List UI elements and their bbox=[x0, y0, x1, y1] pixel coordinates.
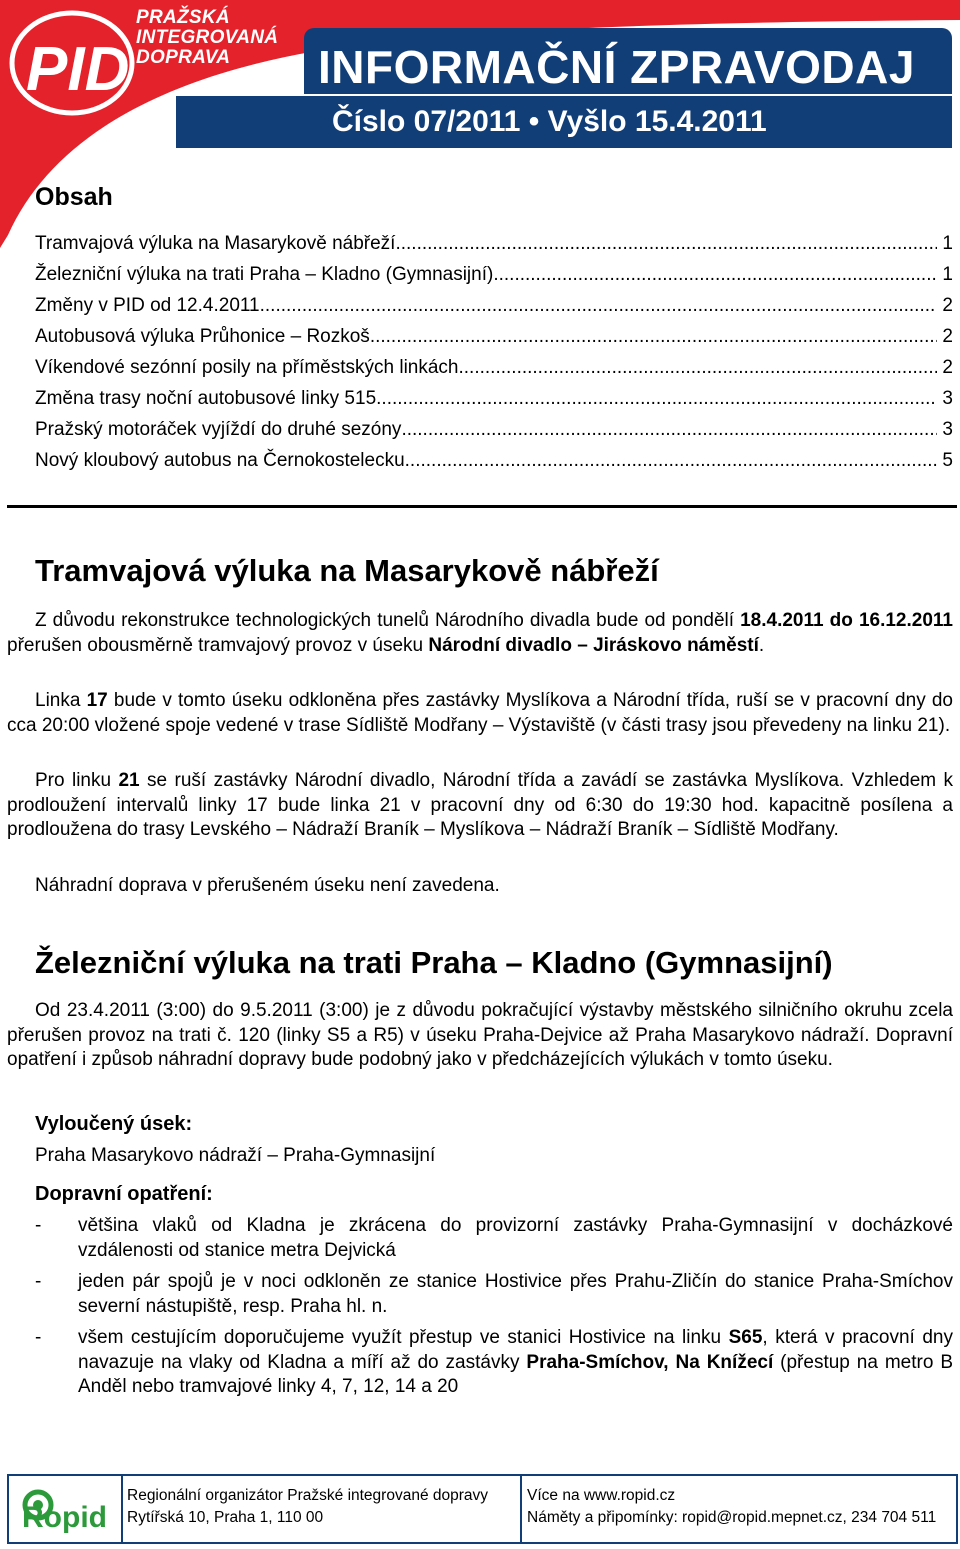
contact-line[interactable]: Náměty a připomínky: ropid@ropid.mepnet.cz, 234 704 511 bbox=[527, 1509, 937, 1526]
toc-item-title: Pražský motoráček vyjíždí do druhé sezóny bbox=[35, 419, 402, 440]
toc-item-title: Tramvajová výluka na Masarykově nábřeží bbox=[35, 233, 396, 254]
footer-contact bbox=[527, 1485, 936, 1529]
toc-item-page: 1 bbox=[942, 233, 953, 254]
toc-item[interactable] bbox=[35, 294, 953, 325]
pid-logo-icon bbox=[6, 8, 136, 118]
toc-item[interactable] bbox=[35, 232, 953, 263]
toc-item[interactable] bbox=[35, 449, 953, 480]
toc-item-title: Změna trasy noční autobusové linky 515 bbox=[35, 388, 377, 409]
svg-text:Ropid: Ropid bbox=[22, 1501, 107, 1533]
subheading: Vyloučený úsek: bbox=[35, 1113, 193, 1135]
toc-item-page: 1 bbox=[942, 264, 953, 285]
article-paragraph: Od 23.4.2011 (3:00) do 9.5.2011 (3:00) je z důvodu pokračující výstavby městského silničního okruhu zcela přerušen provoz na trati č. 120 (linky S5 a R5) v úseku Praha-Dejvice až Praha Masarykovo nádraží. Dopravní opatření i způsob náhradní dopravy bude podobný jako v předcházejících výlukách v tomto úseku. bbox=[7, 1000, 953, 1070]
section-divider bbox=[7, 505, 957, 508]
footer-divider bbox=[520, 1476, 522, 1542]
toc-item-title: Víkendové sezónní posily na příměstských linkách bbox=[35, 357, 459, 378]
newsletter-title: INFORMAČNÍ ZPRAVODAJ bbox=[318, 41, 915, 93]
toc-item-page: 3 bbox=[942, 419, 953, 440]
subheading: Dopravní opatření: bbox=[35, 1183, 213, 1205]
list-item: - jeden pár spojů je v noci odkloněn ze stanice Hostivice přes Prahu-Zličín do stanice Praha-Smíchov severní nástupiště, resp. Praha hl. n. bbox=[35, 1271, 953, 1317]
list-item: - většina vlaků od Kladna je zkrácena do provizorní zastávky Praha-Gymnasijní v docházkové vzdálenosti od stanice metra Dejvická bbox=[35, 1215, 953, 1261]
table-of-contents bbox=[35, 232, 953, 480]
toc-item-title: Změny v PID od 12.4.2011 bbox=[35, 295, 260, 316]
list-item: - všem cestujícím doporučujeme využít přestup ve stanici Hostivice na linku S65, která v pracovní dny navazuje na vlaky od Kladna a míří až do zastávky Praha-Smíchov, Na Knížecí (přestup na metro B Anděl nebo tramvajové linky 4, 7, 12, 14 a 20 bbox=[35, 1327, 953, 1397]
toc-item-page: 2 bbox=[942, 357, 953, 378]
ropid-logo-icon bbox=[16, 1481, 121, 1533]
logo-line: INTEGROVANÁ bbox=[136, 27, 279, 48]
logo-wordmark bbox=[136, 8, 278, 68]
excluded-section: Praha Masarykovo nádraží – Praha-Gymnasijní bbox=[35, 1145, 436, 1166]
toc-item-page: 5 bbox=[942, 450, 953, 471]
measures-list bbox=[35, 1214, 953, 1407]
toc-item[interactable] bbox=[35, 387, 953, 418]
toc-item-page: 2 bbox=[942, 295, 953, 316]
article-paragraph: Z důvodu rekonstrukce technologických tunelů Národního divadla bude od pondělí 18.4.2011 do 16.12.2011 přerušen obousměrně tramvajový provoz v úseku Národní divadlo – Jiráskovo náměstí. bbox=[7, 610, 953, 656]
toc-item[interactable] bbox=[35, 418, 953, 449]
svg-text:PID: PID bbox=[26, 35, 130, 104]
article-heading: Železniční výluka na trati Praha – Kladno (Gymnasijní) bbox=[35, 945, 833, 980]
toc-item[interactable] bbox=[35, 263, 953, 294]
toc-item-title: Železniční výluka na trati Praha – Kladno (Gymnasijní) bbox=[35, 264, 494, 285]
logo-line: PRAŽSKÁ bbox=[136, 7, 230, 28]
toc-heading: Obsah bbox=[35, 183, 113, 211]
logo-line: DOPRAVA bbox=[136, 47, 231, 68]
footer-divider bbox=[121, 1476, 123, 1542]
footer-organization: Regionální organizátor Pražské integrované dopravy Rytířská 10, Praha 1, 110 00 bbox=[127, 1487, 489, 1526]
article-paragraph: Pro linku 21 se ruší zastávky Národní divadlo, Národní třída a zavádí se zastávka Myslíkova. Vzhledem k prodloužení intervalů linky 17 bude linka 21 v pracovní dny od 6:30 do 19:30 hod. kapacitně posílena a prodloužena do trasy Levského – Nádraží Braník – Myslíkova – Nádraží Braník – Sídliště Modřany. bbox=[7, 770, 954, 840]
website-link[interactable]: Více na www.ropid.cz bbox=[527, 1487, 676, 1504]
article-paragraph: Náhradní doprava v přerušeném úseku není zavedena. bbox=[35, 875, 500, 896]
toc-item-title: Nový kloubový autobus na Černokostelecku bbox=[35, 450, 405, 471]
toc-item-page: 3 bbox=[942, 388, 953, 409]
article-paragraph: Linka 17 bude v tomto úseku odkloněna přes zastávky Myslíkova a Národní třída, ruší se v pracovní dny do cca 20:00 vložené spoje vedené v trase Sídliště Modřany – Výstaviště (v části trasy jsou převedeny na linku 21). bbox=[7, 690, 953, 736]
toc-item-page: 2 bbox=[942, 326, 953, 347]
article-heading: Tramvajová výluka na Masarykově nábřeží bbox=[35, 553, 659, 588]
toc-item-title: Autobusová výluka Průhonice – Rozkoš bbox=[35, 326, 370, 347]
toc-item[interactable] bbox=[35, 356, 953, 387]
toc-item[interactable] bbox=[35, 325, 953, 356]
issue-info: Číslo 07/2011 • Vyšlo 15.4.2011 bbox=[332, 105, 767, 138]
